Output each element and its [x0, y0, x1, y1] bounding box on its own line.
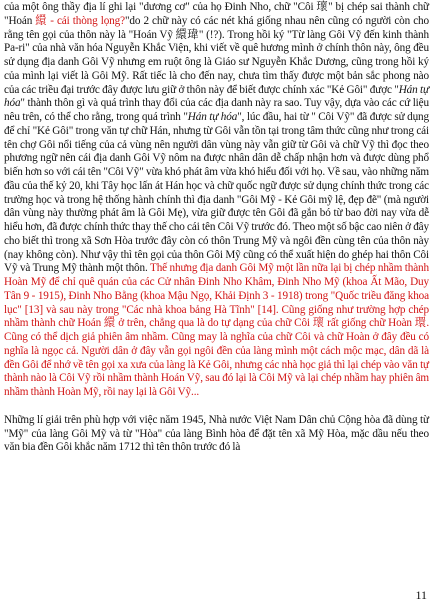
text-run: của một ông thầy địa lí ghi lại "dương cơ" của họ Đinh Nho, chữ "Côi [4, 1, 317, 13]
text-run: "do 2 chữ này có các nét khá giống nhau nên cũng có người còn cho rằng tên gọi của thôn này là "Hoán Vỹ 繯瑋" (!?). Trong hồi ký "Từ làng Gôi Vỹ đến kinh thành Pa-ri" của nhà văn hóa Nguyễn Khắc Viện, khi viết về quê hương mình ở chính thôn này, ông đều sử dụng địa danh Gôi Vỹ nhưng em ruột ông là Giáo sư Nguyễn Khắc Dương, cũng trong hồi ký của mình lại viết là Gôi Mỹ. Rất tiếc là cho đến nay, chưa tìm thấy được một bản sắc phong nào của các triều đại trước đây được lưu giữ ở thôn này để biết được chính xác "Kẻ Gôi" được " [4, 14, 429, 96]
text-run: Hán tự hóa [4, 83, 429, 110]
text-run: Hán tự hóa [187, 111, 238, 123]
text-run: " thành thôn gì và quá trình thay đổi của các địa danh này ra sao. Tuy vậy, dựa vào các cứ liệu nêu trên, có thể cho rằng, trong quá trình " [4, 97, 429, 123]
body-paragraph-2: Những lí giải trên phù hợp với việc năm 1945, Nhà nước Việt Nam Dân chủ Cộng hòa đã dùng từ "Mỹ" của làng Gôi Mỹ và từ "Hòa" của làng Bình hòa để đặt tên xã Mỹ Hòa, mặc dầu nếu theo văn bia đền Gôi khắc năm 1712 thì tên thôn trước đó là [4, 413, 429, 454]
page-number: 11 [415, 588, 427, 602]
body-paragraph-1 [4, 1, 429, 400]
text-run: 繯 - cái thòng lọng? [35, 14, 125, 27]
document-page [4, 1, 429, 455]
text-run: Thế nhưng địa danh Gôi Mỹ một lần nữa lại bị chép nhầm thành Hoàn Mỹ để chỉ quê quán của các Cử nhân Đinh Nho Khâm, Đinh Nho Mỹ (khoa Ất Mão, Duy Tân 9 - 1915), Đinh Nho Bằng (khoa Mậu Ngọ, Khải Định 3 - 1918) trong "Quốc triều đăng khoa lục" [13] và sau này trong "Các nhà khoa bảng Hà Tĩnh" [14]. Cũng giống như trường hợp chép nhầm thành chữ Hoán 繯 ở trên, chẳng qua là do tự dạng của chữ Côi 瓌 rất giống chữ Hoàn 環. Cũng có thể dịch giả phiên âm nhầm. Cũng may là nghĩa của chữ Côi và chữ Hoàn ở đây đều có nghĩa là ngọc cả. Người dân ở đây vẫn gọi ngôi đền của làng mình một cách mộc mạc, dân dã là đền Gôi để nhớ về tên gọi xa xưa của làng là Kẻ Gôi, nhưng các nhà học giả thì lại chép vào văn tự thành nào là Côi Vỹ rồi nhầm thành Hoán Vỹ, sau đó lại là Côi Mỹ và lại chép nhầm hay phiên âm nhầm thành Hoàn Mỹ, rồi nay lại là Gôi Vỹ... [4, 262, 429, 398]
text-run: 瓌 [316, 1, 329, 13]
text-run: " bị chép sai thành chữ "Hoán [4, 1, 429, 27]
text-run: ", lúc đầu, hai từ " Côi Vỹ" đã được sử dụng để chỉ "Kẻ Gôi" trong văn tự chữ Hán, nhưng từ Gôi vẫn tồn tại trong tâm thức cũng như trong cái tên chợ Gôi nổi tiếng của cả vùng nên người dân vùng này vẫn giữ từ Gôi và chữ Vỹ thì đọc theo phương ngữ nên cái địa danh Gôi Vỹ nôm na được nhân dân dễ chấp nhận hơn và được dùng phổ biến hơn so với cái tên "Côi Vỹ" vừa khó phát âm vừa khó hiểu đối với họ. Về sau, vào những năm đầu của thế kỷ 20, khi Tây học lấn át Hán học và chữ quốc ngữ được sử dụng chính thức trong các trường học và trong hệ thống hành chính thì địa danh "Gôi Mỹ - Kẻ Gôi mỹ lệ, đẹp đẽ" (mà người dân vùng này thường phát âm là Gôi Mẹ), vừa giữ được tên Gôi đã gắn bó từ bao đời nay vừa dễ hiểu hơn, đã được chính thức thay thế cho cái tên Côi Vỹ trước đó. Theo một số bậc cao niên ở đây cho biết thì trong xã Sơn Hòa trước đây còn có thôn Trung Mỹ và ngôi đền cùng tên của thôn này (nay không còn). Như vậy thì tên gọi của thôn Gôi Mỹ cũng có thể xuất hiện do ghép hai thôn Côi Vỹ và Trung Mỹ thành một thôn. [4, 111, 429, 275]
